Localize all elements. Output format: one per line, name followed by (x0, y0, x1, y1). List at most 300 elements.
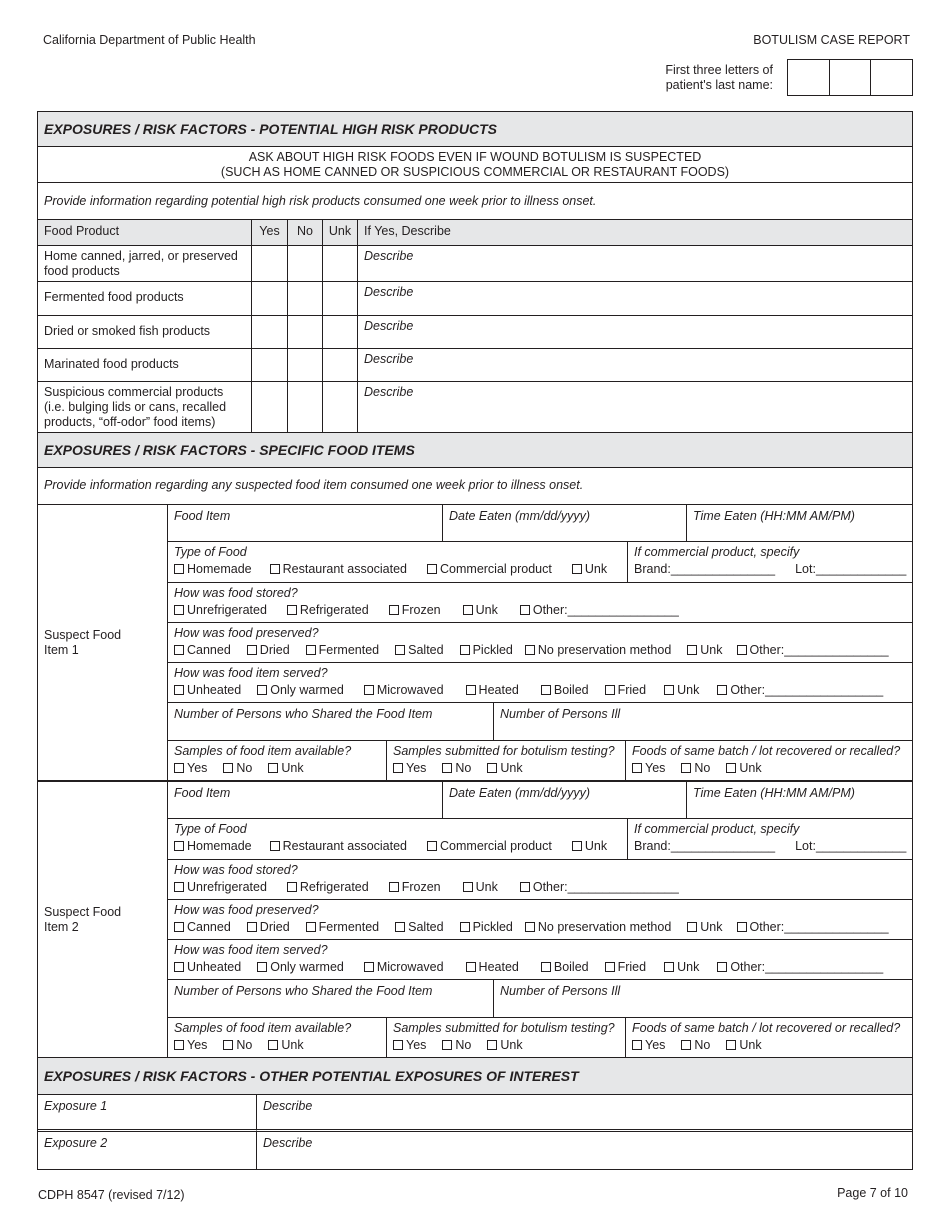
food-stored-label: How was food stored? (174, 586, 298, 600)
food-stored (168, 583, 912, 623)
checkbox[interactable] (664, 685, 674, 695)
option-label: Unk (739, 761, 762, 775)
batch-question (626, 1018, 912, 1058)
option-label: Only warmed (270, 683, 344, 697)
option-label: Unk (475, 603, 498, 617)
checkbox[interactable] (174, 685, 184, 695)
checkbox[interactable] (393, 763, 403, 773)
option-label: Pickled (472, 643, 513, 657)
org-name: California Department of Public Health (43, 33, 256, 47)
checkbox[interactable] (463, 882, 473, 892)
option-label: Fried (617, 960, 647, 974)
describe-field[interactable]: Describe (358, 246, 912, 282)
option-label: Microwaved (376, 683, 444, 697)
food-item-field[interactable]: Food Item (168, 782, 443, 819)
option[interactable] (174, 960, 241, 974)
option[interactable] (664, 683, 699, 697)
option-label: Unk (677, 683, 700, 697)
option-label: Fried (617, 683, 647, 697)
option[interactable] (174, 839, 252, 853)
served-opts-options (174, 960, 906, 974)
type-of-food (168, 542, 628, 583)
option-label: Unrefrigerated (187, 603, 267, 617)
food-item-field[interactable]: Food Item (168, 505, 443, 542)
option-label: Yes (187, 761, 208, 775)
col-describe: If Yes, Describe (358, 220, 912, 246)
food-product-line: (i.e. bulging lids or cans, recalled (44, 400, 227, 414)
option-label: Canned (187, 643, 231, 657)
option[interactable] (487, 761, 522, 775)
option[interactable] (717, 683, 883, 697)
suspect-food-label (38, 505, 168, 782)
option[interactable] (287, 603, 369, 617)
checkbox[interactable] (726, 1040, 736, 1050)
checkbox[interactable] (174, 962, 184, 972)
option-label: Unk (700, 920, 723, 934)
option-label: No (455, 1038, 472, 1052)
checkbox[interactable] (247, 645, 257, 655)
describe-field[interactable]: Describe (364, 385, 414, 399)
option[interactable] (442, 761, 471, 775)
describe-field[interactable]: Describe (358, 282, 912, 316)
option[interactable] (174, 761, 207, 775)
checkbox[interactable] (726, 763, 736, 773)
checkbox[interactable] (247, 922, 257, 932)
checkbox-unk[interactable] (323, 382, 358, 432)
option-label: Frozen (401, 880, 441, 894)
option[interactable] (632, 761, 665, 775)
option[interactable] (389, 603, 441, 617)
food-preserved (168, 900, 912, 940)
checkbox[interactable] (717, 962, 727, 972)
checkbox[interactable] (268, 763, 278, 773)
option[interactable] (174, 683, 241, 697)
option-label: Unk (739, 1038, 762, 1052)
option[interactable] (466, 960, 519, 974)
food-served (168, 663, 912, 703)
other-exposures-title: EXPOSURES / RISK FACTORS - OTHER POTENTIAL EXPOSURES OF INTEREST (38, 1058, 912, 1095)
option-label: Heated (478, 960, 519, 974)
brand-lot (634, 839, 906, 853)
option[interactable] (395, 643, 443, 657)
initial-box-1[interactable] (788, 60, 830, 95)
option[interactable] (395, 920, 443, 934)
option[interactable] (257, 683, 344, 697)
preserved-opts-options (174, 643, 906, 657)
other-exposures-section (37, 1057, 913, 1170)
checkbox[interactable] (442, 1040, 452, 1050)
brand-field[interactable]: Brand:_______________ (634, 839, 776, 853)
suspect-food-label (38, 782, 168, 1058)
checkbox[interactable] (572, 841, 582, 851)
option-label: No (236, 761, 253, 775)
high-risk-title: EXPOSURES / RISK FACTORS - POTENTIAL HIGH RISK PRODUCTS (38, 112, 912, 147)
checkbox[interactable] (268, 1040, 278, 1050)
option-label: Dried (259, 643, 290, 657)
option[interactable] (174, 603, 267, 617)
option-label: Yes (406, 761, 427, 775)
food-product-label (38, 246, 252, 282)
date-eaten-field[interactable]: Date Eaten (mm/dd/yyyy) (443, 505, 687, 542)
date-eaten-field[interactable]: Date Eaten (mm/dd/yyyy) (443, 782, 687, 819)
high-risk-notice: ASK ABOUT HIGH RISK FOODS EVEN IF WOUND BOTULISM IS SUSPECTED (SUCH AS HOME CANNED OR SUSPICIOUS COMMERCIAL OR RESTAURANT FOODS) (38, 147, 912, 183)
high-risk-column-header (38, 220, 912, 246)
option-label: Unk (281, 761, 304, 775)
specific-food-title: EXPOSURES / RISK FACTORS - SPECIFIC FOOD ITEMS (38, 433, 912, 468)
option[interactable] (364, 960, 444, 974)
commercial-product (628, 819, 912, 860)
type-opts-options (174, 562, 621, 576)
option[interactable] (572, 839, 607, 853)
option[interactable] (687, 920, 722, 934)
option[interactable] (223, 761, 252, 775)
food-product-line: Marinated food products (44, 357, 179, 371)
persons-ill-field[interactable]: Number of Persons Ill (494, 703, 912, 741)
food-preserved-label: How was food preserved? (174, 903, 319, 917)
checkbox[interactable] (466, 962, 476, 972)
checkbox[interactable] (525, 922, 535, 932)
batch-question (626, 741, 912, 782)
checkbox-no[interactable] (288, 349, 323, 382)
food-product-line: food products (44, 264, 120, 278)
checkbox[interactable] (541, 962, 551, 972)
checkbox[interactable] (364, 962, 374, 972)
option[interactable] (364, 683, 444, 697)
batch-opts-options (632, 761, 906, 775)
option[interactable] (520, 603, 679, 617)
option-label: Commercial product (440, 562, 552, 576)
option[interactable] (270, 839, 407, 853)
stored-opts-options (174, 603, 906, 617)
option[interactable] (726, 761, 761, 775)
option-label: Yes (645, 1038, 666, 1052)
describe-field[interactable]: Describe (358, 316, 912, 349)
checkbox[interactable] (174, 645, 184, 655)
checkbox[interactable] (174, 1040, 184, 1050)
checkbox[interactable] (389, 605, 399, 615)
checkbox[interactable] (257, 962, 267, 972)
checkbox[interactable] (632, 763, 642, 773)
option-label: Unk (584, 562, 608, 576)
samples-question (168, 741, 387, 782)
checkbox[interactable] (466, 685, 476, 695)
option[interactable] (717, 960, 883, 974)
brand-lot (634, 562, 906, 576)
option-label: Fermented (318, 920, 380, 934)
checkbox[interactable] (687, 645, 697, 655)
checkbox[interactable] (395, 645, 405, 655)
persons-shared-field[interactable]: Number of Persons who Shared the Food Item (168, 703, 494, 741)
option-label: Restaurant associated (282, 562, 408, 576)
checkbox[interactable] (520, 882, 530, 892)
checkbox[interactable] (174, 882, 184, 892)
food-product-label (38, 349, 252, 382)
option[interactable] (541, 683, 589, 697)
suspect-food-label-line: Item 2 (44, 920, 79, 934)
option[interactable] (525, 643, 671, 657)
food-stored-label: How was food stored? (174, 863, 298, 877)
option[interactable] (487, 1038, 522, 1052)
served-opts-options (174, 683, 906, 697)
type-of-food-label: Type of Food (174, 545, 247, 559)
option-label: Restaurant associated (282, 839, 408, 853)
checkbox[interactable] (223, 1040, 233, 1050)
page-number: Page 7 of 10 (837, 1186, 908, 1200)
option-label: Unk (475, 880, 498, 894)
checkbox[interactable] (717, 685, 727, 695)
option[interactable] (393, 761, 426, 775)
checkbox[interactable] (664, 962, 674, 972)
option-label: Unk (500, 1038, 523, 1052)
option-label: Only warmed (270, 960, 344, 974)
option[interactable] (287, 880, 369, 894)
option-label: Unk (677, 960, 700, 974)
food-served-label: How was food item served? (174, 943, 328, 957)
option[interactable] (427, 562, 552, 576)
option[interactable] (541, 960, 589, 974)
option-label: Other:________________ (532, 603, 679, 617)
col-yes: Yes (252, 220, 288, 246)
submitted-opts-options (393, 761, 619, 775)
checkbox[interactable] (174, 605, 184, 615)
initials-label: First three letters of patient's last name: (665, 63, 773, 92)
option-label: Unheated (187, 960, 242, 974)
samples-opts-options (174, 761, 380, 775)
checkbox-unk[interactable] (323, 349, 358, 382)
batch-label: Foods of same batch / lot recovered or recalled? (632, 1021, 901, 1035)
checkbox[interactable] (223, 763, 233, 773)
checkbox[interactable] (287, 605, 297, 615)
checkbox-yes[interactable] (252, 282, 288, 316)
option[interactable] (306, 643, 379, 657)
option[interactable] (247, 920, 290, 934)
option-label: Unk (500, 761, 523, 775)
stored-opts-options (174, 880, 906, 894)
option-label: No preservation method (537, 643, 672, 657)
preserved-opts-options (174, 920, 906, 934)
checkbox[interactable] (681, 763, 691, 773)
option[interactable] (174, 562, 252, 576)
option[interactable] (389, 880, 441, 894)
lot-field[interactable]: Lot:_____________ (795, 839, 907, 853)
option-label: Other:_________________ (730, 960, 884, 974)
checkbox[interactable] (364, 685, 374, 695)
option[interactable] (174, 1038, 207, 1052)
option[interactable] (393, 1038, 426, 1052)
checkbox[interactable] (174, 763, 184, 773)
suspect-food-label-line: Suspect Food (44, 905, 122, 919)
option-label: Pickled (472, 920, 513, 934)
persons-shared-field[interactable]: Number of Persons who Shared the Food Item (168, 980, 494, 1018)
checkbox-no[interactable] (288, 316, 323, 349)
suspect-food-label-line: Item 1 (44, 642, 79, 657)
food-product-label (38, 382, 252, 432)
option-label: Yes (406, 1038, 427, 1052)
option[interactable] (737, 643, 889, 657)
option-label: Other:_______________ (749, 643, 889, 657)
option[interactable] (223, 1038, 252, 1052)
checkbox[interactable] (174, 841, 184, 851)
exposure-1-describe[interactable]: Describe (257, 1095, 912, 1132)
checkbox[interactable] (427, 564, 437, 574)
checkbox-yes[interactable] (252, 382, 288, 432)
initial-box-3[interactable] (871, 60, 912, 95)
option-label: Canned (187, 920, 231, 934)
food-product-label (38, 282, 252, 316)
option-label: Frozen (401, 603, 441, 617)
submitted-label: Samples submitted for botulism testing? (393, 744, 615, 758)
checkbox-no[interactable] (288, 246, 323, 282)
checkbox[interactable] (681, 1040, 691, 1050)
suspect-food-label-line: Suspect Food (44, 627, 122, 642)
option[interactable] (174, 643, 231, 657)
checkbox-unk[interactable] (323, 282, 358, 316)
commercial-product (628, 542, 912, 583)
option[interactable] (427, 839, 552, 853)
checkbox[interactable] (605, 685, 615, 695)
option[interactable] (687, 643, 722, 657)
checkbox[interactable] (460, 922, 470, 932)
option[interactable] (460, 643, 513, 657)
describe-field[interactable]: Describe (358, 349, 912, 382)
option[interactable] (306, 920, 379, 934)
option[interactable] (726, 1038, 761, 1052)
time-eaten-field[interactable]: Time Eaten (HH:MM AM/PM) (687, 505, 912, 542)
option[interactable] (664, 960, 699, 974)
option-label: No (236, 1038, 253, 1052)
col-unk: Unk (323, 220, 358, 246)
checkbox[interactable] (389, 882, 399, 892)
food-product-label (38, 316, 252, 349)
exposure-2-label: Exposure 2 (38, 1132, 257, 1169)
option[interactable] (520, 880, 679, 894)
checkbox-yes[interactable] (252, 246, 288, 282)
option[interactable] (268, 761, 303, 775)
checkbox[interactable] (287, 882, 297, 892)
checkbox-no[interactable] (288, 382, 323, 432)
option-label: Other:_________________ (730, 683, 884, 697)
col-no: No (288, 220, 323, 246)
checkbox[interactable] (395, 922, 405, 932)
checkbox[interactable] (174, 922, 184, 932)
option-label: No preservation method (537, 920, 672, 934)
option[interactable] (737, 920, 889, 934)
food-product-line: products, “off-odor” food items) (44, 415, 216, 429)
form-title: BOTULISM CASE REPORT (753, 33, 910, 47)
option-label: Unk (700, 643, 723, 657)
checkbox[interactable] (463, 605, 473, 615)
option[interactable] (270, 562, 407, 576)
checkbox[interactable] (687, 922, 697, 932)
checkbox-yes[interactable] (252, 316, 288, 349)
option-label: No (694, 761, 711, 775)
checkbox-unk[interactable] (323, 246, 358, 282)
lot-field[interactable]: Lot:_____________ (795, 562, 907, 576)
checkbox[interactable] (541, 685, 551, 695)
option-label: No (694, 1038, 711, 1052)
food-preserved-label: How was food preserved? (174, 626, 319, 640)
checkbox[interactable] (572, 564, 582, 574)
submitted-opts-options (393, 1038, 619, 1052)
food-stored (168, 860, 912, 900)
option[interactable] (442, 1038, 471, 1052)
checkbox[interactable] (270, 564, 280, 574)
exposure-2-describe[interactable]: Describe (263, 1136, 313, 1150)
checkbox[interactable] (460, 645, 470, 655)
option[interactable] (681, 761, 710, 775)
initial-box-2[interactable] (830, 60, 872, 95)
option[interactable] (605, 960, 646, 974)
checkbox[interactable] (174, 564, 184, 574)
checkbox[interactable] (525, 645, 535, 655)
checkbox[interactable] (632, 1040, 642, 1050)
checkbox[interactable] (487, 763, 497, 773)
option-label: Other:________________ (532, 880, 679, 894)
option[interactable] (257, 960, 344, 974)
option[interactable] (605, 683, 646, 697)
option[interactable] (174, 880, 267, 894)
high-risk-section (37, 111, 913, 433)
checkbox-unk[interactable] (323, 316, 358, 349)
option-label: Refrigerated (299, 880, 369, 894)
checkbox-yes[interactable] (252, 349, 288, 382)
option[interactable] (466, 683, 519, 697)
checkbox[interactable] (442, 763, 452, 773)
persons-ill-field[interactable]: Number of Persons Ill (494, 980, 912, 1018)
checkbox[interactable] (393, 1040, 403, 1050)
option[interactable] (525, 920, 671, 934)
checkbox[interactable] (737, 922, 747, 932)
option-label: Homemade (187, 839, 252, 853)
specific-food-instruction: Provide information regarding any suspected food item consumed one week prior to illness onset. (38, 468, 912, 505)
option[interactable] (572, 562, 607, 576)
food-product-line: Suspicious commercial products (44, 385, 224, 399)
samples-label: Samples of food item available? (174, 1021, 352, 1035)
option-label: Boiled (553, 683, 589, 697)
checkbox-no[interactable] (288, 282, 323, 316)
option[interactable] (632, 1038, 665, 1052)
samples-label: Samples of food item available? (174, 744, 352, 758)
checkbox[interactable] (737, 645, 747, 655)
food-product-line: Home canned, jarred, or preserved (44, 249, 238, 263)
option[interactable] (460, 920, 513, 934)
option[interactable] (247, 643, 290, 657)
checkbox[interactable] (270, 841, 280, 851)
checkbox[interactable] (520, 605, 530, 615)
checkbox[interactable] (605, 962, 615, 972)
brand-field[interactable]: Brand:_______________ (634, 562, 776, 576)
checkbox[interactable] (306, 645, 316, 655)
option[interactable] (463, 880, 498, 894)
time-eaten-field[interactable]: Time Eaten (HH:MM AM/PM) (687, 782, 912, 819)
checkbox[interactable] (427, 841, 437, 851)
option-label: Boiled (553, 960, 589, 974)
option-label: Dried (259, 920, 290, 934)
checkbox[interactable] (487, 1040, 497, 1050)
checkbox[interactable] (257, 685, 267, 695)
option[interactable] (268, 1038, 303, 1052)
commercial-product-label: If commercial product, specify (634, 545, 800, 559)
option[interactable] (463, 603, 498, 617)
option-label: Commercial product (440, 839, 552, 853)
option[interactable] (681, 1038, 710, 1052)
option-label: Homemade (187, 562, 252, 576)
food-preserved (168, 623, 912, 663)
batch-opts-options (632, 1038, 906, 1052)
option-label: No (455, 761, 472, 775)
checkbox[interactable] (306, 922, 316, 932)
option[interactable] (174, 920, 231, 934)
